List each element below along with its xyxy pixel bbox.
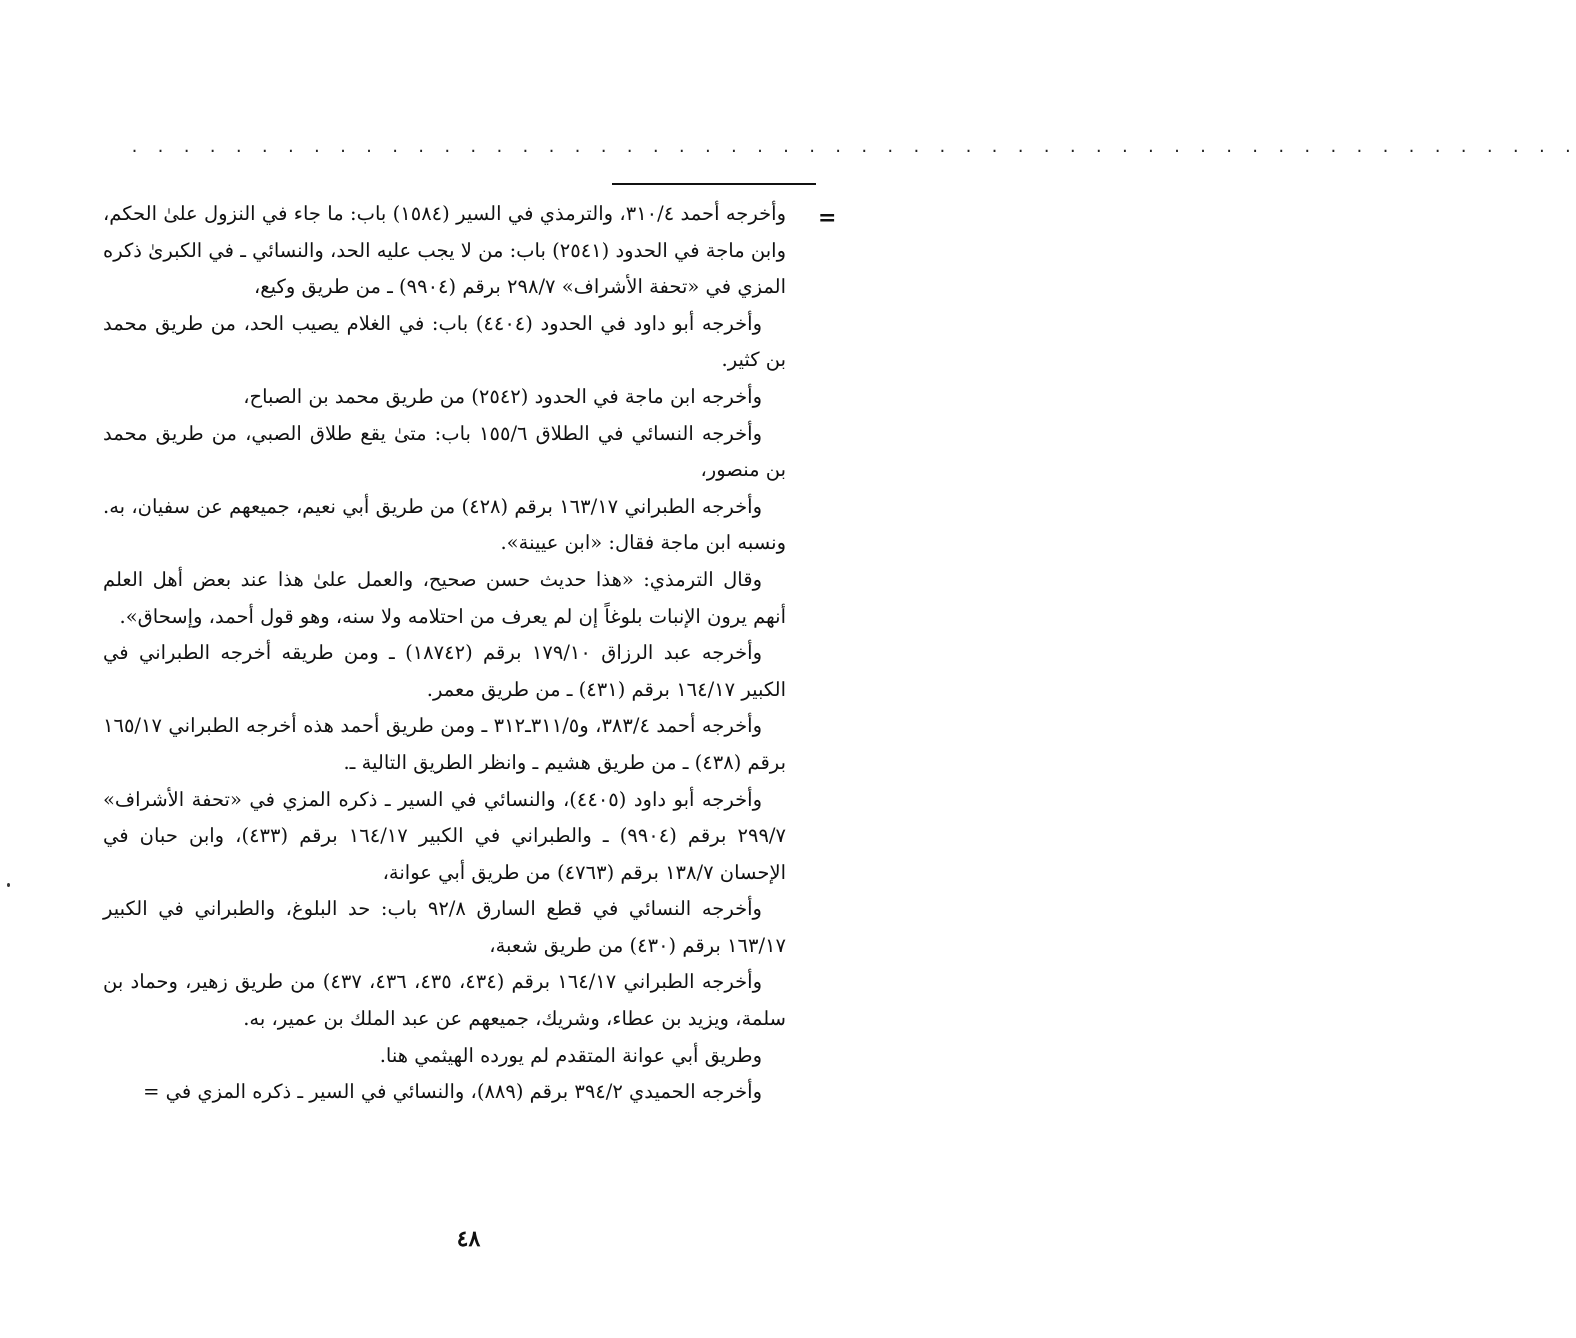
paragraph: وأخرجه أحمد ٣١٠/٤، والترمذي في السير (١٥٨٤) باب: ما جاء في النزول علىٰ الحكم، وابن ماجة في الحدود (٢٥٤١) باب: من لا يجب عليه الحد، والنسائي ـ في الكبرىٰ ذكره المزي في «تحفة الأشراف» ٢٩٨/٧ برقم (٩٩٠٤) ـ من طريق وكيع، — [103, 202, 786, 299]
paragraph: وأخرجه الطبراني ١٦٤/١٧ برقم (٤٣٤، ٤٣٥، ٤٣٦، ٤٣٧) من طريق زهير، وحماد بن سلمة، ويزيد بن عطاء، وشريك، جميعهم عن عبد الملك بن عمير، به. — [103, 970, 786, 1031]
paragraph: وأخرجه الطبراني ١٦٣/١٧ برقم (٤٢٨) من طريق أبي نعيم، جميعهم عن سفيان، به. ونسبه ابن ماجة فقال: «ابن عيينة». — [103, 494, 786, 555]
paragraph: وأخرجه النسائي في الطلاق ١٥٥/٦ باب: متىٰ يقع طلاق الصبي، من طريق محمد بن منصور، — [103, 421, 786, 482]
paragraph: وأخرجه الحميدي ٣٩٤/٢ برقم (٨٨٩)، والنسائي في السير ـ ذكره المزي في = — [143, 1080, 762, 1104]
paragraph: وأخرجه النسائي في قطع السارق ٩٢/٨ باب: حد البلوغ، والطبراني في الكبير ١٦٣/١٧ برقم (٤٣٠) من طريق شعبة، — [103, 897, 786, 957]
paragraph: وأخرجه ابن ماجة في الحدود (٢٥٤٢) من طريق محمد بن الصباح، — [243, 384, 762, 408]
paragraph: وطريق أبي عوانة المتقدم لم يورده الهيثمي هنا. — [379, 1043, 762, 1067]
paragraph: وقال الترمذي: «هذا حديث حسن صحيح، والعمل علىٰ هذا عند بعض أهل العلم أنهم يرون الإنبات بلوغاً إن لم يعرف من احتلامه ولا سنه، وهو قول أحمد، وإسحاق». — [103, 567, 786, 628]
paragraph: وأخرجه عبد الرزاق ١٧٩/١٠ برقم (١٨٧٤٢) ـ ومن طريقه أخرجه الطبراني في الكبير ١٦٤/١٧ برقم (٤٣١) ـ من طريق معمر. — [103, 641, 786, 701]
paragraph: وأخرجه أبو داود في الحدود (٤٤٠٤) باب: في الغلام يصيب الحد، من طريق محمد بن كثير. — [103, 311, 786, 372]
page-number: ٤٨ — [456, 1226, 481, 1252]
footnote-text — [103, 196, 786, 1111]
separator-dots: . . . . . . . . . . . . . . . . . . . . . . . . . . . . . . . . . . . . . . . . . . . . . . . . . . . . . . . . — [130, 138, 1576, 156]
margin-speck — [7, 883, 10, 887]
paragraph: وأخرجه أبو داود (٤٤٠٥)، والنسائي في السير ـ ذكره المزي في «تحفة الأشراف» ٢٩٩/٧ برقم (٩٩٠٤) ـ والطبراني في الكبير ١٦٤/١٧ برقم (٤٣٣)، وابن حبان في الإحسان ١٣٨/٧ برقم (٤٧٦٣) من طريق أبي عوانة، — [103, 787, 786, 884]
continuation-mark-top: = — [818, 205, 837, 231]
footnote-rule — [612, 183, 816, 185]
paragraph: وأخرجه أحمد ٣٨٣/٤، و٣١١/٥ـ٣١٢ ـ ومن طريق أحمد هذه أخرجه الطبراني ١٦٥/١٧ برقم (٤٣٨) ـ من طريق هشيم ـ وانظر الطريق التالية ـ. — [103, 714, 786, 774]
